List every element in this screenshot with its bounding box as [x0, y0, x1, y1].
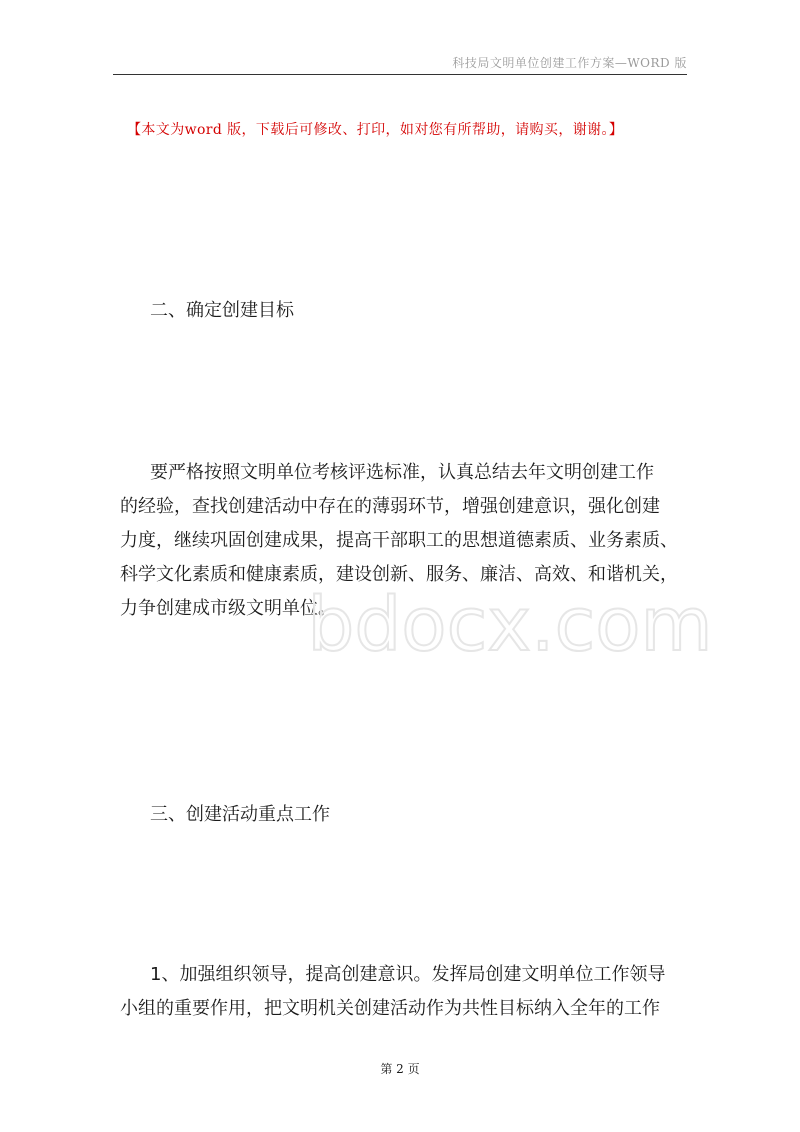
key-work-paragraph — [120, 958, 700, 1026]
paragraph-line: 要严格按照文明单位考核评选标准，认真总结去年文明创建工作 — [150, 462, 654, 483]
page-number: 第 2 页 — [380, 1062, 420, 1076]
purchase-notice: 【本文为word 版，下载后可修改、打印，如对您有所帮助，请购买，谢谢。】 — [127, 122, 624, 138]
running-header-title: 科技局文明单位创建工作方案—WORD 版 — [452, 56, 687, 70]
goal-paragraph — [120, 456, 700, 626]
paragraph-line: 力度，继续巩固创建成果，提高干部职工的思想道德素质、业务素质、 — [120, 530, 678, 551]
paragraph-line: 小组的重要作用，把文明机关创建活动作为共性目标纳入全年的工作 — [120, 998, 660, 1019]
header-divider — [113, 74, 687, 75]
paragraph-line: 科学文化素质和健康素质，建设创新、服务、廉洁、高效、和谐机关， — [120, 564, 678, 585]
paragraph-line: 1、加强组织领导，提高创建意识。发挥局创建文明单位工作领导 — [150, 964, 666, 985]
svg-text:bdocx.com: bdocx.com — [307, 582, 713, 668]
paragraph-line: 力争创建成市级文明单位。 — [120, 598, 336, 619]
section-heading-key-work: 三、创建活动重点工作 — [150, 804, 330, 825]
paragraph-line: 的经验，查找创建活动中存在的薄弱环节，增强创建意识，强化创建 — [120, 496, 660, 517]
section-heading-goals: 二、确定创建目标 — [150, 300, 294, 321]
